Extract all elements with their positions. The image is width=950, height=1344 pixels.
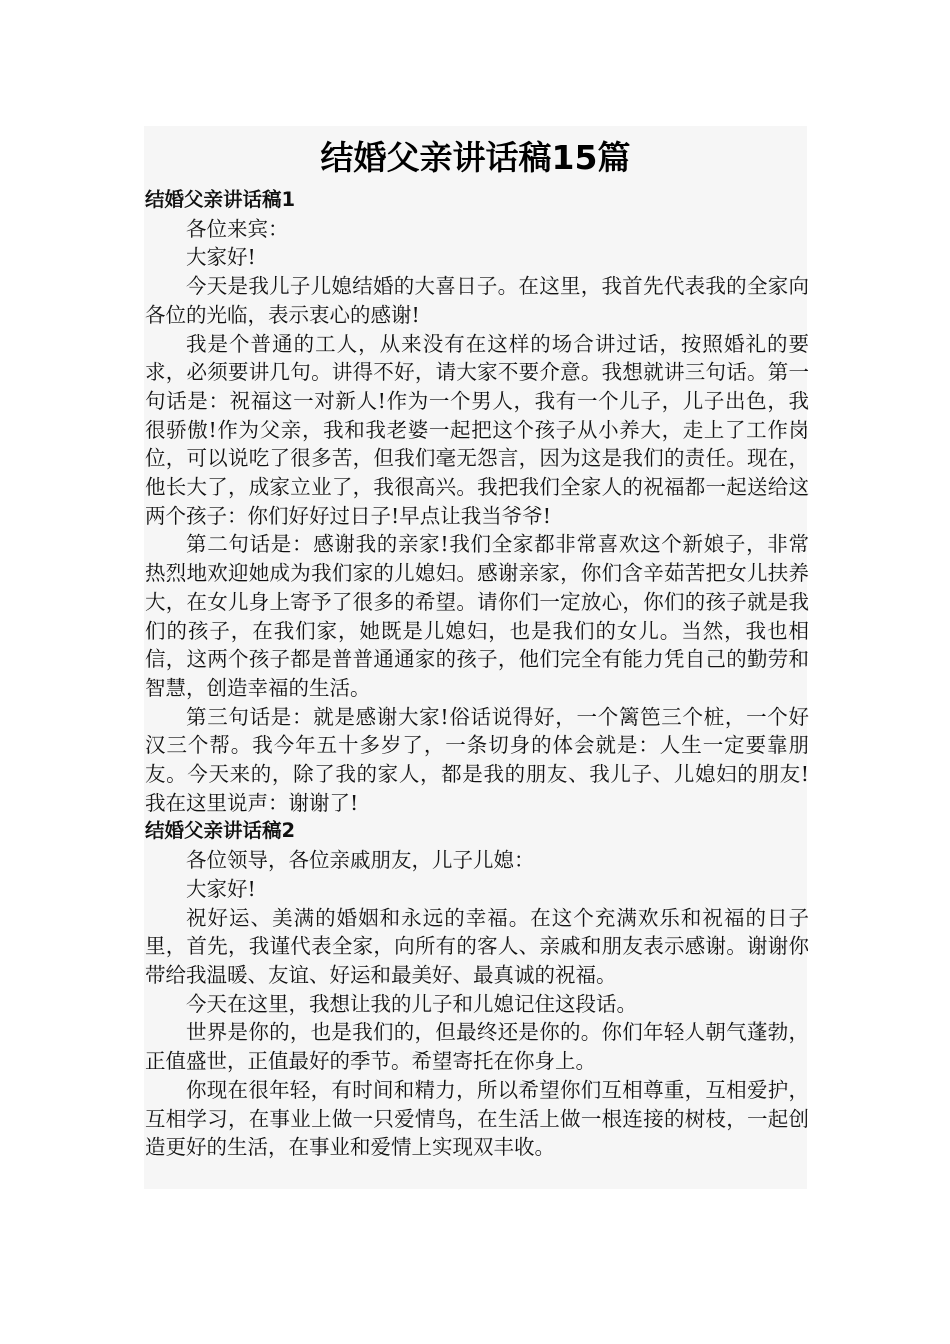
section — [145, 817, 809, 1161]
paragraph: 各位来宾： — [186, 216, 289, 241]
paragraph: 我是个普通的工人，从来没有在这样的场合讲过话，按照婚礼的要求，必须要讲几句。讲得不好，请大家不要介意。我想就讲三句话。第一句话是：祝福这一对新人!作为一个男人，我有一个儿子，儿子出色，我很骄傲!作为父亲，我和我老婆一起把这个孩子从小养大，走上了工作岗位，可以说吃了很多苦，但我们毫无怨言，因为这是我们的责任。现在，他长大了，成家立业了，我很高兴。我把我们全家人的祝福都一起送给这两个孩子：你们好好过日子!早点让我当爷爷! — [145, 331, 809, 528]
paragraph: 今天是我儿子儿媳结婚的大喜日子。在这里，我首先代表我的全家向各位的光临，表示衷心的感谢! — [145, 274, 809, 327]
document-title: 结婚父亲讲话稿15篇 — [320, 138, 631, 177]
section-heading: 结婚父亲讲话稿1 — [145, 188, 296, 211]
paragraph: 第三句话是：就是感谢大家!俗话说得好，一个篱笆三个桩，一个好汉三个帮。我今年五十多岁了，一条切身的体会就是：人生一定要靠朋友。今天来的，除了我的家人，都是我的朋友、我儿子、儿媳妇的朋友!我在这里说声：谢谢了! — [145, 704, 809, 815]
paragraph: 世界是你的，也是我们的，但最终还是你的。你们年轻人朝气蓬勃，正值盛世，正值最好的季节。希望寄托在你身上。 — [145, 1020, 809, 1074]
paragraph: 各位领导，各位亲戚朋友，儿子儿媳： — [186, 848, 535, 873]
paragraph: 你现在很年轻，有时间和精力，所以希望你们互相尊重，互相爱护，互相学习，在事业上做一只爱情鸟，在生活上做一根连接的树枝，一起创造更好的生活，在事业和爱情上实现双丰收。 — [145, 1077, 809, 1160]
document-body — [145, 186, 809, 1162]
paragraph: 第二句话是：感谢我的亲家!我们全家都非常喜欢这个新娘子，非常热烈地欢迎她成为我们家的儿媳妇。感谢亲家，你们含辛茹苦把女儿扶养大，在女儿身上寄予了很多的希望。请你们一定放心，你们的孩子就是我们的孩子，在我们家，她既是儿媳妇，也是我们的女儿。当然，我也相信，这两个孩子都是普普通通家的孩子，他们完全有能力凭自己的勤劳和智慧，创造幸福的生活。 — [145, 532, 809, 700]
paragraph: 大家好! — [186, 245, 256, 270]
paragraph: 大家好! — [186, 876, 256, 901]
section — [145, 186, 809, 817]
section-heading: 结婚父亲讲话稿2 — [145, 819, 296, 843]
paragraph: 今天在这里，我想让我的儿子和儿媳记住这段话。 — [186, 991, 637, 1016]
paragraph: 祝好运、美满的婚姻和永远的幸福。在这个充满欢乐和祝福的日子里，首先，我谨代表全家，向所有的客人、亲戚和朋友表示感谢。谢谢你带给我温暖、友谊、好运和最美好、最真诚的祝福。 — [145, 905, 809, 987]
